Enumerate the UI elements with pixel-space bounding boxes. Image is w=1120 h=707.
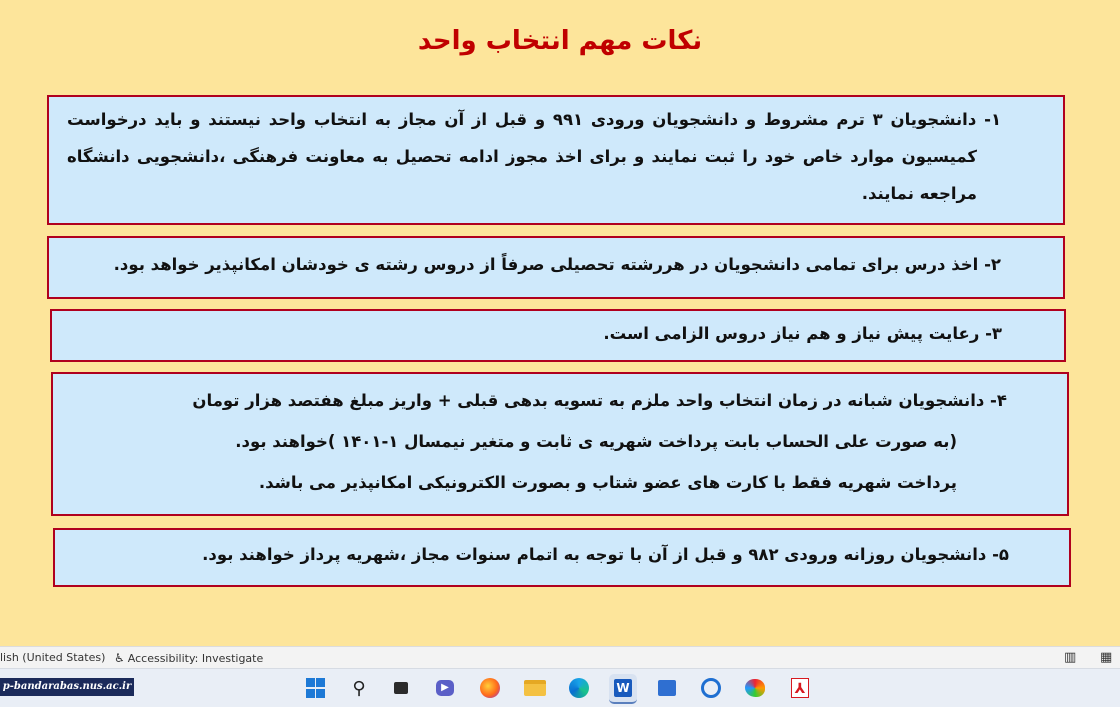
store-icon[interactable] [653, 674, 681, 702]
note-box-2 [47, 236, 1065, 299]
task-view-icon[interactable] [387, 674, 415, 702]
word-icon[interactable]: W [609, 674, 637, 704]
note-2-text: ۲- اخذ درس برای تمامی دانشجویان در هررشته تحصیلی صرفاً از دروس رشته ی خودشان امکانپذیر خواهد بود. [113, 255, 1001, 274]
note-3-text: ۳- رعایت پیش نیاز و هم نیاز دروس الزامی است. [603, 324, 1002, 343]
note-box-5 [53, 528, 1071, 587]
paint-icon[interactable] [741, 674, 769, 702]
note-box-4 [51, 372, 1069, 516]
accessibility-icon: ♿ [114, 651, 125, 665]
note-1-line-1: ۱- دانشجویان ۳ ترم مشروط و دانشجویان ورودی ۹۹۱ و قبل از آن مجاز به انتخاب واحد نیستند و باید درخواست [67, 110, 1002, 129]
watermark: p-bandarabas.nus.ac.ir [0, 678, 134, 696]
note-4-line-2: (به صورت علی الحساب بابت پرداخت شهریه ی ثابت و متغیر نیمسال ۱-۱۴۰۱ )خواهند بود. [235, 432, 957, 451]
note-1-line-2: کمیسیون موارد خاص خود را ثبت نمایند و برای اخذ مجوز ادامه تحصیل به معاونت فرهنگی ،دانشجویی دانشگاه [67, 147, 977, 166]
pdf-icon[interactable]: ⅄ [786, 674, 814, 702]
accessibility-label: Accessibility: Investigate [127, 652, 264, 665]
note-1-line-3: مراجعه نمایند. [861, 184, 977, 203]
note-4-line-1: ۴- دانشجویان شبانه در زمان انتخاب واحد ملزم به تسویه بدهی قبلی + واریز مبلغ هفتصد هزار تومان [192, 391, 1007, 410]
firefox-icon[interactable] [476, 674, 504, 702]
chat-icon[interactable]: ▶ [431, 674, 459, 702]
file-explorer-icon[interactable] [521, 674, 549, 702]
note-box-1 [47, 95, 1065, 225]
taskbar [0, 668, 1120, 707]
read-mode-icon[interactable]: ▥ [1064, 650, 1077, 665]
note-box-3 [50, 309, 1066, 362]
note-4-line-3: پرداخت شهریه فقط با کارت های عضو شتاب و بصورت الکترونیکی امکانپذیر می باشد. [258, 473, 957, 492]
print-layout-icon[interactable]: ▦ [1100, 650, 1113, 665]
app-icon[interactable] [697, 674, 725, 702]
language-indicator[interactable]: lish (United States) [0, 651, 106, 664]
slide-title: نکات مهم انتخاب واحد [417, 26, 703, 56]
search-icon[interactable]: ⚲ [352, 677, 366, 699]
windows-start-icon[interactable] [301, 674, 329, 702]
status-bar [0, 646, 1120, 669]
accessibility-status[interactable] [114, 651, 263, 665]
edge-icon[interactable] [565, 674, 593, 702]
note-5-text: ۵- دانشجویان روزانه ورودی ۹۸۲ و قبل از آن با توجه به اتمام سنوات مجاز ،شهریه پرداز خواهند بود. [202, 545, 1009, 564]
